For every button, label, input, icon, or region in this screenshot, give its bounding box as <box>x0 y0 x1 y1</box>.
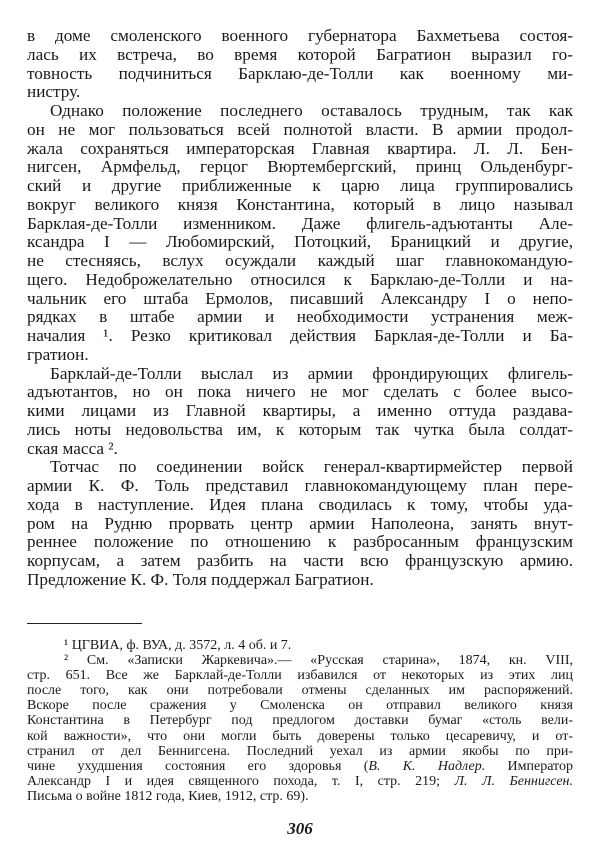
text-line: после того, как они потребовали отмены сделанных им распоряжений. <box>27 683 573 699</box>
text-line: лись ноты недовольства им, к которым так чутка была солдат- <box>27 419 573 439</box>
citation-author: В. К. Надлер. <box>368 758 486 774</box>
text-line: началия ¹. Резко критиковал действия Барклая-де-Толли и Ба- <box>27 326 573 345</box>
paragraph-2 <box>27 102 573 365</box>
text-line: Барклай-де-Толли выслал из армии фрондирующих флигель- <box>50 363 573 383</box>
text-line: в доме смоленского военного губернатора Бахметьева состоя- <box>27 26 573 45</box>
text-line: щего. Недоброжелательно относился к Барклаю-де-Толли и на- <box>27 269 573 289</box>
text-line: рядках в штабе армии и необходимости устранения меж- <box>27 307 573 327</box>
text: чине ухудшения состояния его здоровья ( <box>27 758 369 774</box>
text-line: реннее положение по отношению к разбросанным французским <box>27 532 573 552</box>
text-line: Тотчас по соединении войск генерал-квартирмейстер первой <box>50 457 573 477</box>
text-line: Вскоре после сражения у Смоленска он отправил великого князя <box>27 698 573 714</box>
text: Император <box>485 758 573 774</box>
text-line: ² См. «Записки Жаркевича».— «Русская старина», 1874, кн. VIII, <box>64 653 573 669</box>
text-line: адъютантов, но он пока ничего не мог сделать с более высо- <box>27 382 573 402</box>
paragraph-3 <box>27 365 573 459</box>
text-line: ксандра I — Любомирский, Потоцкий, Браницкий и другие, <box>27 232 573 252</box>
footnote-separator <box>27 623 142 624</box>
text-line <box>27 774 573 789</box>
text-line: ром на Рудню прорвать центр армии Наполеона, занять внут- <box>27 513 573 533</box>
text-line: ская масса ². <box>27 438 118 458</box>
text-line: жала сохраняться императорская Главная квартира. Л. Л. Бен- <box>27 138 573 158</box>
text-line: не стесняясь, вслух осуждали каждый шаг главнокомандую- <box>27 251 573 270</box>
text-line: армии К. Ф. Толь представил главнокомандующему план пере- <box>27 476 573 495</box>
text-line: лась их встреча, во время которой Багратион выразил го- <box>27 44 573 64</box>
text-line: нигсен, Армфельд, герцог Вюртембергский, принц Ольденбург- <box>27 157 573 177</box>
footnote-1: ¹ ЦГВИА, ф. ВУА, д. 3572, л. 4 об. и 7. <box>64 638 292 653</box>
text-line: кой важности», что они могли быть доверены только цесаревичу, и от- <box>27 728 573 744</box>
citation-author: Л. Л. Беннигсен. <box>454 773 573 789</box>
text-line: хода в наступление. Идея плана сводилась к тому, чтобы уда- <box>27 494 573 514</box>
text-line: стр. 651. Все же Барклай-де-Толли избавился от некоторых из этих лиц <box>27 668 573 684</box>
paragraph-4 <box>27 458 573 589</box>
text-line: вокруг великого князя Константина, который в лицо называл <box>27 194 573 214</box>
text-line: товность подчиниться Барклаю-де-Толли как военному ми- <box>27 63 573 83</box>
text-line: Барклая-де-Толли изменником. Даже флигель-адъютанты Але- <box>27 213 573 233</box>
footnote-2 <box>27 653 573 804</box>
text-line: Однако положение последнего оставалось трудным, так как <box>50 101 573 120</box>
footnotes <box>27 638 573 804</box>
text-line: странил от дел Беннигсена. Последний уехал из армии якобы по при- <box>27 743 573 759</box>
page-number: 306 <box>287 819 313 838</box>
main-text <box>27 27 573 590</box>
paragraph-1 <box>27 27 573 102</box>
text-line: гратион. <box>27 344 89 364</box>
text-line: кими лицами из Главной квартиры, а именно оттуда раздава- <box>27 401 573 420</box>
text-line: Предложение К. Ф. Толя поддержал Багратион. <box>27 569 374 589</box>
text-line: корпусам, а затем разбить на части всю французскую армию. <box>27 551 573 570</box>
text-line: Константина в Петербург под предлогом доставки бумаг «столь вели- <box>27 713 573 729</box>
text-line: Письма о войне 1812 года, Киев, 1912, стр. 69). <box>27 788 309 804</box>
text-line: чальник его штаба Ермолов, писавший Александру I о непо- <box>27 288 573 308</box>
text: Александр I и идея священного похода, т. I, стр. 219; <box>27 773 455 789</box>
text-line: он не мог пользоваться всей полнотой власти. В армии продол- <box>27 119 573 139</box>
text-line <box>27 759 573 774</box>
text-line: нистру. <box>27 82 81 102</box>
text-line: ский и другие приближенные к царю лица группировались <box>27 176 573 195</box>
